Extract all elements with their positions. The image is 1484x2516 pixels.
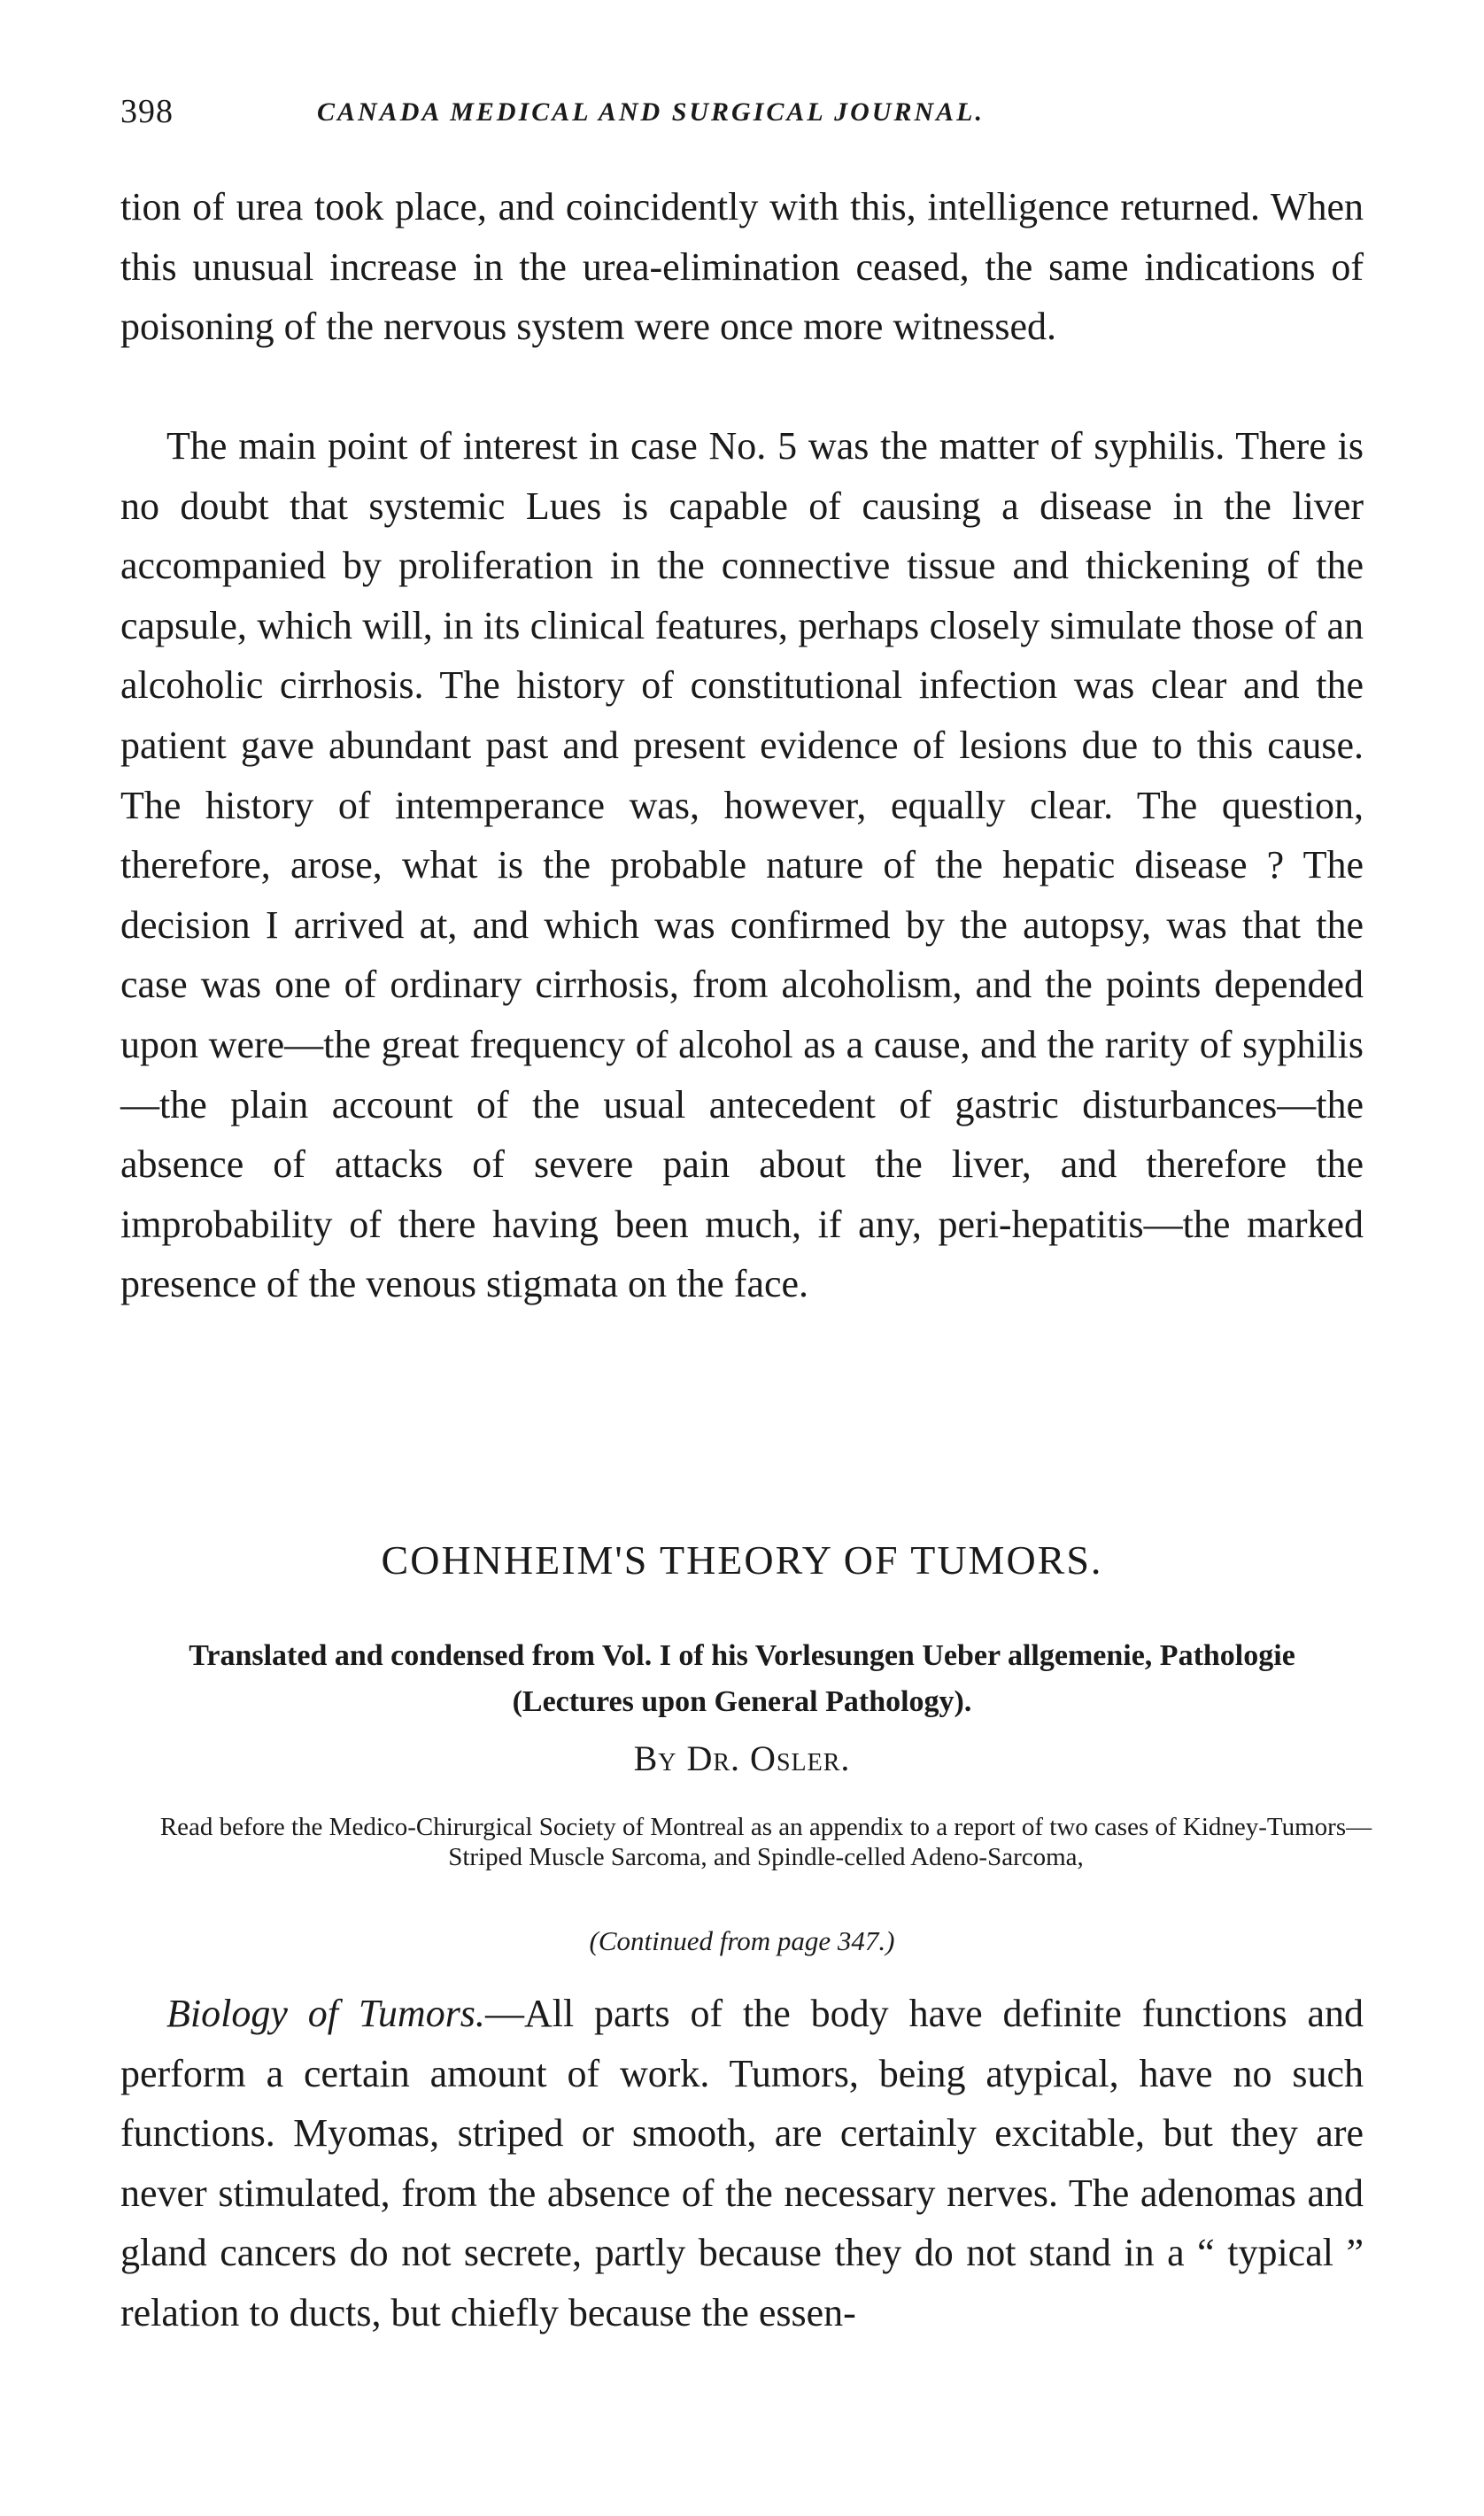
article-note: Read before the Medico-Chirurgical Society of Montreal as an appendix to a report of two cases of Kidney-Tumors—Striped Muscle Sarcoma, and Spindle-celled Adeno-Sarcoma,: [159, 1813, 1372, 1871]
article-title: COHNHEIM'S THEORY OF TUMORS.: [381, 1537, 1103, 1583]
paragraph-body: —All parts of the body have definite functions and perform a certain amount of work. Tumors, being atypical, have no such functions. Myomas, striped or smooth, are certainly excitable, but they are never stimulated, from the absence of the necessary nerves. The adenomas and gland cancers do not secrete, partly because they do not stand in a “ typical ” relation to ducts, but chiefly because the essen-: [120, 1992, 1364, 2334]
paragraph-text: The main point of interest in case No. 5 was the matter of syphilis. There is no doubt that systemic Lues is capable of causing a disease in the liver accompanied by proliferation in the connective tissue and thickening of the capsule, which will, in its clinical features, perhaps closely simulate those of an alcoholic cirrhosis. The history of constitutional infection was clear and the patient gave abundant past and present evidence of lesions due to this cause. The history of intemperance was, however, equally clear. The question, therefore, arose, what is the probable nature of the hepatic disease ? The decision I arrived at, and which was confirmed by the autopsy, was that the case was one of ordinary cirrhosis, from alcoholism, and the points depended upon were—the great frequency of alcohol as a cause, and the rarity of syphilis—the plain account of the usual antecedent of gastric disturbances—the absence of attacks of severe pain about the liver, and therefore the improbability of there having been much, if any, peri-hepatitis—the marked presence of the venous stigmata on the face.: [120, 424, 1364, 1306]
paragraph-text: tion of urea took place, and coincidently with this, intelligence returned. When this unusual increase in the urea-elimination ceased, the same indications of poisoning of the nervous system were once more witnessed.: [120, 185, 1364, 349]
paragraph-lead-in: Biology of Tumors.: [166, 1992, 485, 2035]
paragraph-case-five: [120, 416, 1364, 1314]
paragraph-biology-of-tumors: [120, 1984, 1364, 2343]
article-author: By Dr. Osler.: [633, 1738, 851, 1778]
article-subtitle: Translated and condensed from Vol. I of his Vorlesungen Ueber allgemenie, Pathologie (Lectures upon General Pathology).: [189, 1639, 1295, 1718]
paragraph-continuation: [120, 177, 1364, 357]
running-head: [120, 92, 1360, 136]
page-number: 398: [120, 93, 174, 130]
journal-title: CANADA MEDICAL AND SURGICAL JOURNAL.: [317, 97, 985, 127]
continued-note: (Continued from page 347.): [589, 1925, 895, 1956]
paragraph-text: [120, 1984, 1364, 2343]
